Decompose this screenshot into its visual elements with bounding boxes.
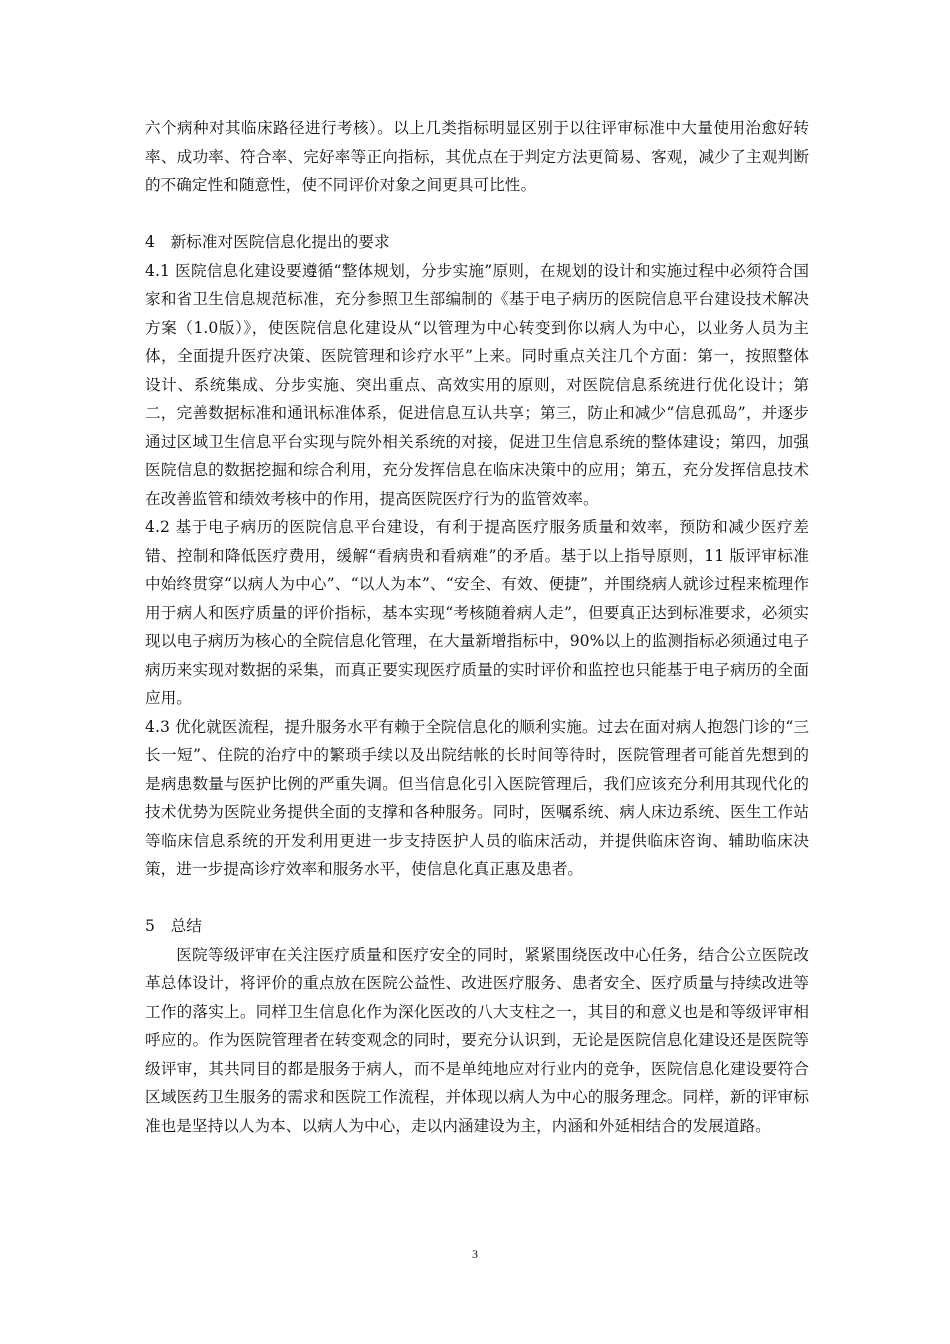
section-heading-4: 4 新标准对医院信息化提出的要求	[145, 233, 390, 251]
section-heading-5: 5 总结	[145, 917, 202, 935]
paragraph-gap	[145, 884, 809, 913]
document-body	[145, 114, 809, 1140]
paragraph-4-2: 4.2 基于电子病历的医院信息平台建设，有利于提高医疗服务质量和效率，预防和减少医疗差错、控制和降低医疗费用，缓解“看病贵和看病难”的矛盾。基于以上指导原则，11 版评审标准中始终贯穿“以病人为中心”、“以人为本”、“安全、有效、便捷”，并围绕病人就诊过程来梳理作用于病人和医疗质量的评价指标，基本实现“考核随着病人走”，但要真正达到标准要求，必须实现以电子病历为核心的全院信息化管理，在大量新增指标中，90%以上的监测指标必须通过电子病历来实现对数据的采集，而真正要实现医疗质量的实时评价和监控也只能基于电子病历的全面应用。	[145, 518, 809, 707]
paragraph-4-1: 4.1 医院信息化建设要遵循“整体规划，分步实施”原则，在规划的设计和实施过程中必须符合国家和省卫生信息规范标准，充分参照卫生部编制的《基于电子病历的医院信息平台建设技术解决方案（1.0版）》，使医院信息化建设从“以管理为中心转变到你以病人为中心，以业务人员为主体，全面提升医疗决策、医院管理和诊疗水平”上来。同时重点关注几个方面：第一，按照整体设计、系统集成、分步实施、突出重点、高效实用的原则，对医院信息系统进行优化设计；第二，完善数据标准和通讯标准体系，促进信息互认共享；第三，防止和减少“信息孤岛”，并逐步通过区域卫生信息平台实现与院外相关系统的对接，促进卫生信息系统的整体建设；第四，加强医院信息的数据挖掘和综合利用，充分发挥信息在临床决策中的应用；第五，充分发挥信息技术在改善监管和绩效考核中的作用，提高医院医疗行为的监管效率。	[145, 261, 809, 508]
paragraph-gap	[145, 200, 809, 229]
page-number: 3	[472, 1247, 478, 1261]
paragraph-5: 医院等级评审在关注医疗质量和医疗安全的同时，紧紧围绕医改中心任务，结合公立医院改革总体设计，将评价的重点放在医院公益性、改进医疗服务、患者安全、医疗质量与持续改进等工作的落实上。同样卫生信息化作为深化医改的八大支柱之一，其目的和意义也是和等级评审相呼应的。作为医院管理者在转变观念的同时，要充分认识到，无论是医院信息化建设还是医院等级评审，其共同目的都是服务于病人，而不是单纯地应对行业内的竞争，医院信息化建设要符合区域医药卫生服务的需求和医院工作流程，并体现以病人为中心的服务理念。同样，新的评审标准也是坚持以人为本、以病人为中心，走以内涵建设为主，内涵和外延相结合的发展道路。	[145, 945, 809, 1135]
paragraph-continued: 六个病种对其临床路径进行考核）。以上几类指标明显区别于以往评审标准中大量使用治愈好转率、成功率、符合率、完好率等正向指标，其优点在于判定方法更简易、客观，减少了主观判断的不确定性和随意性，使不同评价对象之间更具可比性。	[145, 119, 809, 194]
paragraph-4-3: 4.3 优化就医流程，提升服务水平有赖于全院信息化的顺利实施。过去在面对病人抱怨门诊的“三长一短”、住院的治疗中的繁琐手续以及出院结帐的长时间等待时，医院管理者可能首先想到的是病患数量与医护比例的严重失调。但当信息化引入医院管理后，我们应该充分利用其现代化的技术优势为医院业务提供全面的支撑和各种服务。同时，医嘱系统、病人床边系统、医生工作站等临床信息系统的开发利用更进一步支持医护人员的临床活动，并提供临床咨询、辅助临床决策，进一步提高诊疗效率和服务水平，使信息化真正惠及患者。	[145, 717, 809, 878]
